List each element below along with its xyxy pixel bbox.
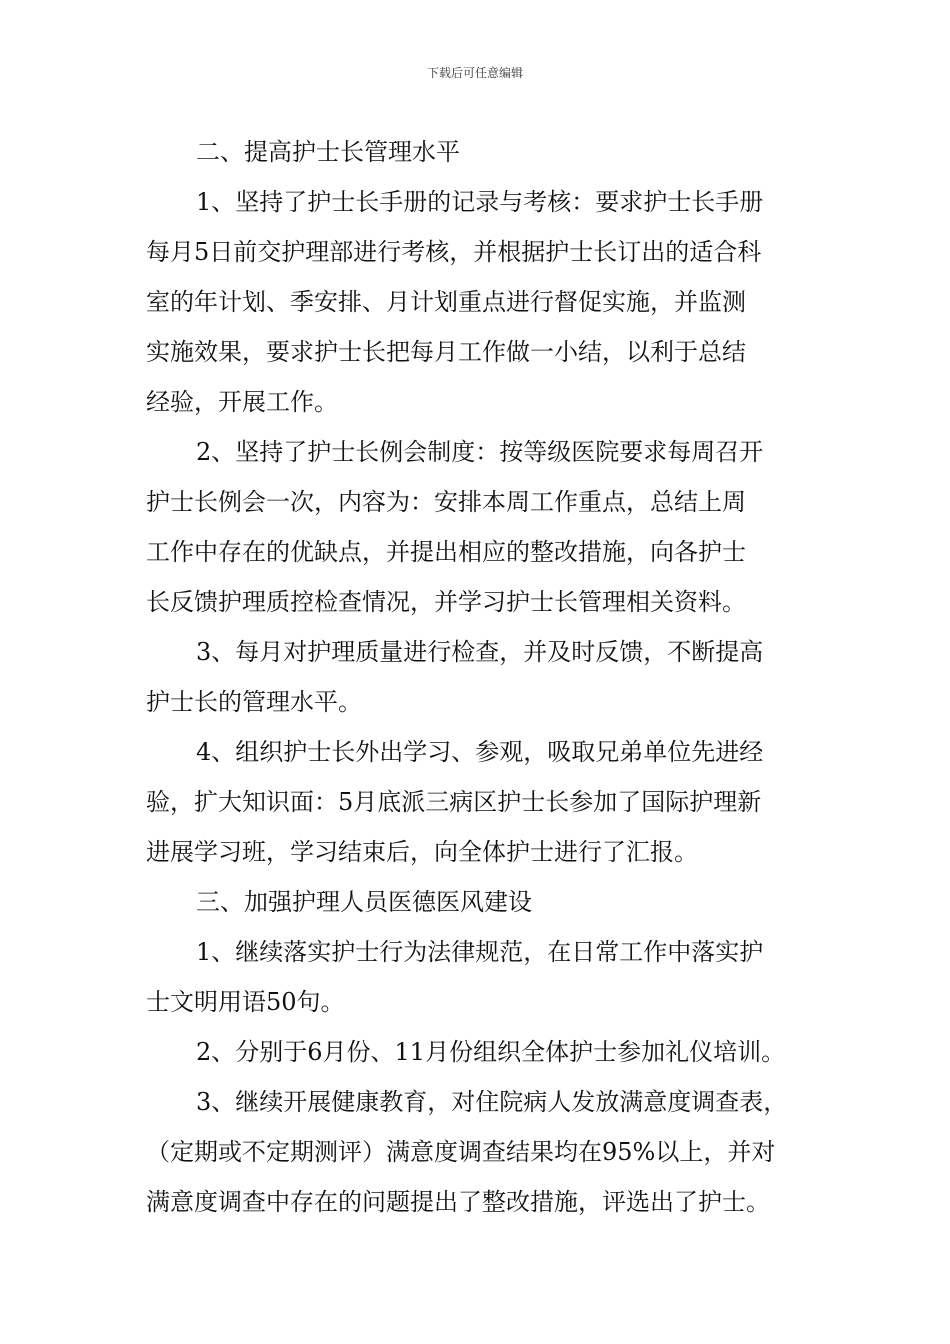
paragraph-line: 满意度调查中存在的问题提出了整改措施，评选出了护士。 <box>146 1188 770 1216</box>
paragraph-line: 3、每月对护理质量进行检查，并及时反馈，不断提高 <box>196 638 764 666</box>
paragraph-line: 工作中存在的优缺点，并提出相应的整改措施，向各护士 <box>146 538 746 566</box>
paragraph-line: 1、继续落实护士行为法律规范，在日常工作中落实护 <box>196 938 764 966</box>
paragraph-line: 护士长的管理水平。 <box>146 688 362 716</box>
paragraph-line: 士文明用语50句。 <box>146 988 345 1016</box>
section-heading-2: 二、提高护士长管理水平 <box>196 138 460 166</box>
paragraph-line: 1、坚持了护士长手册的记录与考核：要求护士长手册 <box>196 188 764 216</box>
paragraph-line: 进展学习班，学习结束后，向全体护士进行了汇报。 <box>146 838 698 866</box>
paragraph-line: 室的年计划、季安排、月计划重点进行督促实施，并监测 <box>146 288 746 316</box>
document-body <box>146 127 816 1227</box>
paragraph-line: 长反馈护理质控检查情况，并学习护士长管理相关资料。 <box>146 588 746 616</box>
paragraph-line: 实施效果，要求护士长把每月工作做一小结，以利于总结 <box>146 338 746 366</box>
paragraph-line: 2、坚持了护士长例会制度：按等级医院要求每周召开 <box>196 438 764 466</box>
section-heading-3: 三、加强护理人员医德医风建设 <box>196 888 532 916</box>
paragraph-line: 经验，开展工作。 <box>146 388 338 416</box>
paragraph-line: 每月5日前交护理部进行考核，并根据护士长订出的适合科 <box>146 238 762 266</box>
paragraph-line: 护士长例会一次，内容为：安排本周工作重点，总结上周 <box>146 488 746 516</box>
paragraph-line: 验，扩大知识面：5月底派三病区护士长参加了国际护理新 <box>146 788 762 816</box>
page-header: 下载后可任意编辑 <box>426 66 523 80</box>
paragraph-line: 4、组织护士长外出学习、参观，吸取兄弟单位先进经 <box>196 738 764 766</box>
paragraph-line: 3、继续开展健康教育，对住院病人发放满意度调查表， <box>196 1088 788 1116</box>
paragraph-line: （定期或不定期测评）满意度调查结果均在95%以上，并对 <box>146 1138 776 1166</box>
paragraph-line: 2、分别于6月份、11月份组织全体护士参加礼仪培训。 <box>196 1038 786 1066</box>
